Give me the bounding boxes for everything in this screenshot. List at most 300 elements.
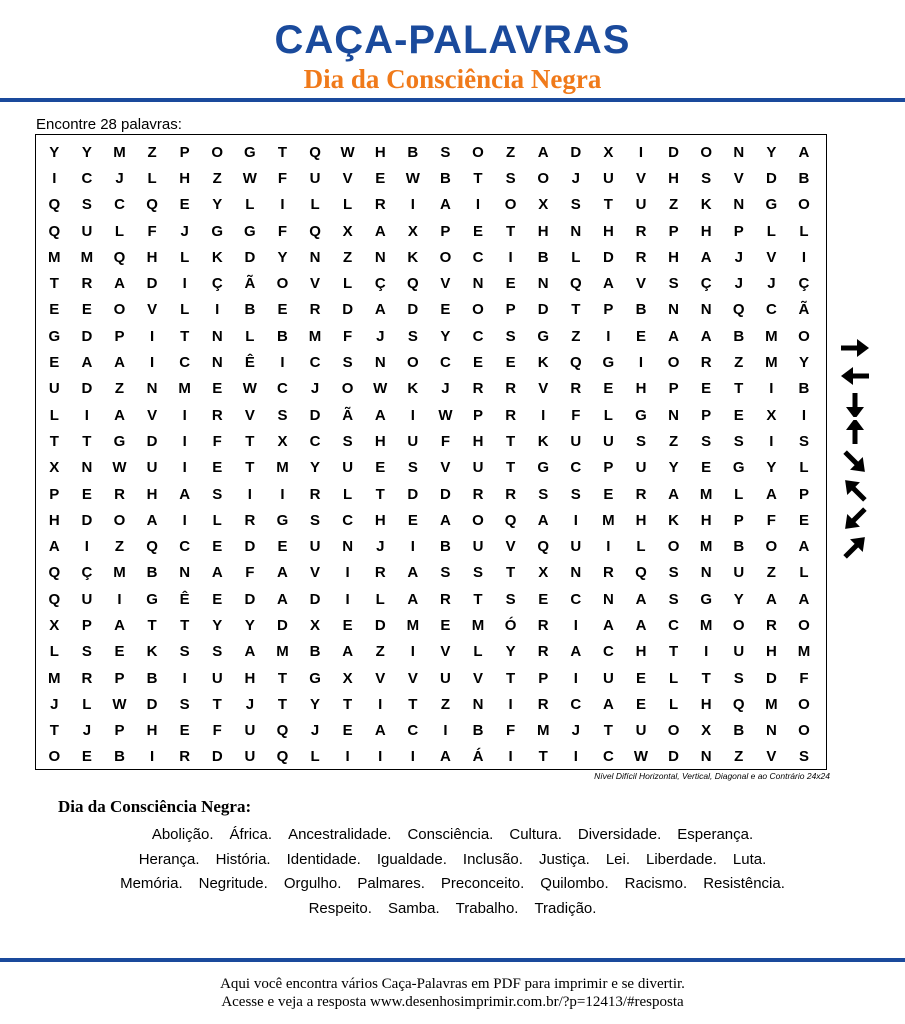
grid-cell: M — [699, 485, 713, 503]
grid-cell: S — [570, 485, 581, 503]
grid-cell: Z — [668, 196, 679, 214]
grid-cell: T — [473, 169, 483, 187]
grid-cell: W — [405, 169, 420, 187]
grid-cell: P — [538, 669, 549, 687]
grid-cell: N — [342, 538, 354, 556]
grid-cell: I — [149, 327, 155, 345]
grid-cell: U — [146, 459, 158, 477]
grid-cell: K — [700, 196, 712, 214]
arrow-right-icon — [838, 336, 872, 360]
word-list — [40, 823, 865, 921]
grid-cell: N — [765, 722, 777, 740]
grid-cell: I — [182, 669, 187, 687]
word-list-item: Quilombo. — [540, 875, 609, 892]
grid-cell: I — [182, 459, 187, 477]
grid-cell: A — [602, 275, 614, 293]
grid-cell: A — [440, 196, 451, 214]
grid-cell: U — [602, 669, 614, 687]
grid-cell: D — [407, 485, 419, 503]
grid-cell: Q — [48, 590, 61, 608]
grid-cell: H — [668, 248, 679, 266]
grid-cell: Q — [48, 196, 61, 214]
grid-cell: M — [113, 143, 126, 161]
grid-cell: I — [117, 590, 122, 608]
grid-cell: B — [114, 748, 125, 766]
grid-cell: D — [211, 748, 223, 766]
grid-cell: B — [798, 169, 810, 187]
grid-cell: L — [180, 248, 190, 266]
grid-cell: O — [667, 722, 680, 740]
grid-cell: H — [374, 143, 386, 161]
word-list-item: Racismo. — [624, 875, 688, 892]
grid-cell: I — [345, 748, 350, 766]
grid-cell: T — [245, 432, 255, 450]
grid-cell: R — [114, 485, 125, 503]
grid-cell: T — [49, 432, 59, 450]
grid-cell: Ã — [244, 275, 256, 293]
grid-cell: N — [374, 354, 386, 372]
grid-cell: D — [668, 143, 679, 161]
grid-cell: B — [635, 301, 647, 319]
grid-cell: O — [765, 538, 778, 556]
grid-cell: I — [769, 380, 774, 398]
grid-cell: S — [407, 459, 418, 477]
grid-cell: T — [245, 459, 255, 477]
grid-cell: H — [700, 511, 712, 529]
grid-cell: I — [280, 354, 285, 372]
grid-cell: W — [112, 695, 127, 713]
grid-cell: L — [147, 169, 157, 187]
arrow-down-icon — [838, 393, 872, 417]
grid-cell: I — [149, 354, 155, 372]
grid-cell: B — [277, 327, 288, 345]
grid-cell: M — [80, 248, 94, 266]
grid-cell: H — [537, 222, 549, 240]
grid-cell: J — [571, 169, 580, 187]
grid-cell: E — [798, 511, 809, 529]
grid-cell: E — [635, 669, 646, 687]
grid-cell: R — [81, 275, 93, 293]
word-list-item: Diversidade. — [577, 826, 662, 843]
grid-cell: I — [573, 669, 578, 687]
grid-cell: A — [602, 616, 614, 634]
grid-cell: U — [733, 643, 745, 661]
grid-cell: Z — [734, 748, 744, 766]
grid-cell: A — [798, 143, 810, 161]
grid-cell: L — [799, 459, 809, 477]
grid-cell: I — [573, 511, 578, 529]
grid-cell: F — [277, 222, 288, 240]
grid-cell: G — [276, 511, 289, 529]
grid-cell: D — [440, 485, 451, 503]
grid-cell: V — [473, 669, 484, 687]
grid-cell: O — [276, 275, 289, 293]
word-list-line — [40, 848, 865, 873]
grid-cell: I — [149, 748, 155, 766]
grid-cell: M — [178, 380, 191, 398]
grid-cell: R — [309, 485, 321, 503]
grid-cell: R — [81, 669, 93, 687]
difficulty-note: Nível Difícil Horizontal, Vertical, Diagonal e ao Contrário 24x24 — [594, 771, 830, 781]
grid-cell: D — [765, 169, 777, 187]
grid-cell: D — [81, 327, 93, 345]
grid-cell: X — [766, 406, 777, 424]
grid-cell: S — [668, 275, 679, 293]
grid-cell: B — [146, 669, 158, 687]
grid-cell: O — [341, 380, 354, 398]
grid-cell: M — [602, 511, 615, 529]
grid-cell: H — [146, 722, 158, 740]
grid-cell: D — [81, 380, 93, 398]
grid-cell: E — [440, 616, 451, 634]
grid-cell: G — [765, 196, 778, 214]
grid-cell: W — [633, 748, 649, 766]
grid-cell: N — [700, 301, 712, 319]
grid-cell: Y — [81, 143, 92, 161]
word-list-item: Respeito. — [308, 899, 372, 917]
grid-cell: U — [635, 196, 647, 214]
grid-cell: U — [635, 459, 647, 477]
grid-cell: X — [277, 432, 288, 450]
grid-cell: L — [310, 748, 320, 766]
grid-cell: V — [375, 669, 386, 687]
grid-cell: T — [49, 722, 59, 740]
grid-cell: S — [570, 196, 581, 214]
grid-cell: E — [473, 222, 484, 240]
grid-cell: Q — [309, 222, 321, 240]
grid-cell: Z — [375, 643, 385, 661]
grid-cell: H — [700, 222, 712, 240]
grid-cell: J — [310, 380, 320, 398]
grid-cell: O — [439, 248, 452, 266]
grid-cell: E — [375, 459, 386, 477]
grid-cell: Z — [343, 248, 353, 266]
grid-cell: R — [602, 564, 614, 582]
grid-cell: K — [668, 511, 679, 529]
grid-cell: F — [506, 722, 516, 740]
grid-cell: Z — [506, 143, 516, 161]
grid-cell: O — [537, 169, 550, 187]
footer-line-2: Acesse e veja a resposta www.desenhosimprimir.com.br/?p=12413/#resposta — [221, 994, 684, 1010]
grid-cell: N — [472, 275, 484, 293]
grid-cell: A — [277, 590, 288, 608]
grid-cell: F — [343, 327, 353, 345]
grid-cell: U — [244, 722, 256, 740]
grid-cell: J — [376, 327, 385, 345]
grid-cell: A — [765, 485, 777, 503]
grid-cell: S — [538, 485, 549, 503]
grid-cell: O — [113, 511, 126, 529]
grid-cell: Y — [310, 459, 321, 477]
grid-cell: O — [798, 327, 810, 345]
grid-cell: A — [765, 590, 777, 608]
grid-cell: W — [112, 459, 127, 477]
grid-cell: E — [49, 354, 60, 372]
grid-cell: B — [440, 169, 451, 187]
grid-cell: Q — [406, 275, 419, 293]
grid-cell: Q — [504, 511, 517, 529]
grid-cell: R — [537, 616, 549, 634]
word-list-item: Tradição. — [534, 899, 597, 917]
grid-cell: O — [113, 301, 126, 319]
grid-cell: J — [115, 169, 124, 187]
grid-cell: C — [277, 380, 288, 398]
grid-cell: U — [211, 669, 223, 687]
grid-cell: E — [342, 722, 353, 740]
grid-cell: Q — [146, 196, 158, 214]
word-list-item: Liberdade. — [646, 850, 717, 868]
grid-cell: A — [81, 354, 93, 372]
grid-cell: M — [765, 695, 778, 713]
grid-cell: I — [606, 538, 611, 556]
grid-cell: M — [48, 248, 61, 266]
grid-cell: M — [471, 616, 485, 634]
top-divider — [0, 98, 905, 102]
grid-cell: X — [342, 669, 353, 687]
grid-cell: W — [438, 406, 453, 424]
grid-cell: U — [440, 669, 451, 687]
grid-cell: T — [506, 669, 516, 687]
grid-cell: D — [537, 301, 549, 319]
grid-cell: I — [378, 748, 383, 766]
grid-cell: C — [602, 748, 614, 766]
grid-cell: L — [310, 196, 320, 214]
grid-cell: N — [211, 327, 223, 345]
grid-cell: T — [734, 380, 744, 398]
grid-cell: E — [212, 590, 223, 608]
grid-cell: X — [49, 616, 60, 634]
grid-cell: I — [410, 643, 415, 661]
grid-cell: E — [440, 301, 451, 319]
grid-cell: B — [733, 722, 745, 740]
grid-cell: H — [374, 432, 386, 450]
grid-cell: R — [635, 248, 647, 266]
grid-cell: N — [81, 459, 93, 477]
grid-cell: Q — [48, 564, 61, 582]
grid-cell: S — [407, 327, 418, 345]
grid-cell: P — [114, 669, 125, 687]
arrow-down-left-icon — [838, 507, 872, 531]
grid-cell: T — [180, 616, 190, 634]
grid-cell: B — [733, 538, 745, 556]
grid-cell: R — [472, 485, 484, 503]
grid-cell: G — [146, 590, 158, 608]
grid-cell: Á — [472, 748, 484, 766]
grid-cell: A — [537, 143, 549, 161]
grid-cell: E — [49, 301, 60, 319]
grid-cell: Y — [733, 590, 744, 608]
grid-cell: C — [570, 459, 582, 477]
grid-cell: P — [603, 301, 614, 319]
grid-cell: L — [799, 222, 809, 240]
word-list-item: África. — [229, 826, 273, 843]
footer — [0, 975, 905, 1011]
grid-cell: E — [505, 275, 516, 293]
grid-cell: Y — [244, 616, 255, 634]
grid-cell: U — [602, 432, 614, 450]
grid-cell: S — [440, 564, 451, 582]
word-list-item: Resistência. — [703, 875, 785, 892]
grid-cell: A — [277, 564, 288, 582]
grid-cell: R — [472, 380, 484, 398]
grid-cell: X — [538, 196, 549, 214]
grid-cell: T — [277, 669, 288, 687]
grid-cell: X — [407, 222, 418, 240]
grid-cells — [38, 139, 820, 770]
grid-cell: U — [309, 538, 321, 556]
grid-cell: H — [146, 485, 158, 503]
grid-cell: E — [277, 301, 288, 319]
grid-cell: M — [765, 327, 778, 345]
grid-cell: E — [342, 616, 353, 634]
grid-cell: Y — [440, 327, 451, 345]
grid-cell: H — [765, 643, 777, 661]
grid-cell: M — [699, 538, 713, 556]
grid-cell: S — [635, 432, 646, 450]
grid-cell: C — [309, 354, 321, 372]
grid-cell: H — [179, 169, 191, 187]
grid-cell: B — [440, 538, 451, 556]
grid-cell: Y — [505, 643, 516, 661]
grid-cell: V — [766, 248, 777, 266]
grid-cell: S — [733, 669, 744, 687]
grid-cell: P — [668, 222, 679, 240]
grid-cell: C — [179, 538, 191, 556]
grid-cell: M — [406, 616, 420, 634]
grid-cell: A — [635, 590, 647, 608]
grid-cell: I — [443, 722, 448, 740]
grid-cell: F — [245, 564, 255, 582]
grid-cell: R — [537, 695, 549, 713]
grid-cell: N — [668, 406, 679, 424]
grid-cell: T — [538, 748, 548, 766]
grid-cell: R — [635, 222, 647, 240]
grid-cell: Ã — [798, 301, 810, 319]
grid-cell: C — [440, 354, 451, 372]
grid-cell: S — [798, 432, 809, 450]
grid-cell: B — [146, 564, 158, 582]
grid-cell: C — [668, 616, 679, 634]
grid-cell: S — [81, 643, 92, 661]
grid-cell: P — [798, 485, 809, 503]
grid-cell: U — [472, 538, 484, 556]
grid-cell: D — [146, 275, 158, 293]
grid-cell: K — [537, 432, 549, 450]
grid-cell: I — [345, 564, 350, 582]
grid-cell: A — [798, 538, 810, 556]
grid-cell: I — [182, 275, 187, 293]
grid-cell: Z — [147, 143, 157, 161]
grid-cell: U — [602, 169, 614, 187]
grid-cell: K — [211, 248, 223, 266]
grid-cell: A — [114, 406, 125, 424]
grid-cell: V — [635, 275, 646, 293]
word-list-item: Igualdade. — [376, 850, 447, 868]
grid-cell: M — [276, 459, 289, 477]
grid-cell: C — [602, 643, 614, 661]
grid-cell: V — [310, 564, 321, 582]
grid-cell: A — [537, 511, 549, 529]
grid-cell: P — [701, 406, 712, 424]
grid-cell: L — [375, 590, 385, 608]
grid-cell: O — [667, 354, 680, 372]
word-list-item: Inclusão. — [462, 850, 523, 868]
grid-cell: D — [244, 590, 256, 608]
grid-cell: S — [668, 564, 679, 582]
grid-cell: T — [343, 695, 353, 713]
grid-cell: V — [244, 406, 255, 424]
grid-cell: E — [635, 695, 646, 713]
grid-cell: Q — [537, 538, 550, 556]
grid-cell: U — [81, 222, 93, 240]
grid-cell: G — [602, 354, 615, 372]
grid-cell: A — [570, 643, 582, 661]
grid-cell: E — [701, 380, 712, 398]
grid-cell: E — [473, 354, 484, 372]
grid-cell: R — [211, 406, 223, 424]
arrow-up-icon — [838, 420, 872, 444]
grid-cell: R — [765, 616, 777, 634]
grid-cell: J — [734, 275, 743, 293]
word-list-item: Identidade. — [286, 850, 361, 868]
word-list-item: Luta. — [732, 850, 767, 868]
grid-cell: U — [342, 459, 354, 477]
grid-cell: L — [180, 301, 190, 319]
grid-cell: A — [635, 616, 647, 634]
arrow-down-right-icon — [838, 450, 872, 474]
grid-cell: B — [244, 301, 256, 319]
grid-cell: V — [635, 169, 646, 187]
grid-cell: S — [701, 432, 712, 450]
grid-cell: Q — [276, 722, 289, 740]
grid-cell: T — [506, 222, 516, 240]
grid-cell: W — [242, 380, 257, 398]
grid-cell: V — [407, 669, 418, 687]
grid-cell: T — [49, 275, 59, 293]
grid-cell: I — [182, 406, 187, 424]
arrow-left-icon — [838, 364, 872, 388]
grid-cell: Y — [212, 196, 223, 214]
grid-cell: M — [48, 669, 61, 687]
grid-cell: O — [472, 301, 484, 319]
grid-cell: L — [766, 222, 776, 240]
grid-cell: Y — [766, 143, 777, 161]
grid-cell: V — [440, 643, 451, 661]
grid-cell: N — [733, 196, 745, 214]
grid-cell: D — [765, 669, 777, 687]
grid-cell: M — [536, 722, 550, 740]
grid-cell: H — [635, 511, 647, 529]
grid-cell: Q — [309, 143, 321, 161]
grid-cell: J — [571, 722, 580, 740]
grid-cell: S — [212, 643, 223, 661]
grid-cell: M — [797, 643, 811, 661]
grid-cell: M — [276, 643, 289, 661]
word-list-line — [40, 823, 865, 848]
grid-cell: E — [701, 459, 712, 477]
grid-cell: I — [52, 169, 57, 187]
grid-cell: H — [374, 511, 386, 529]
grid-cell: C — [114, 196, 125, 214]
grid-cell: R — [374, 196, 386, 214]
grid-cell: L — [343, 485, 353, 503]
grid-cell: T — [603, 722, 613, 740]
grid-cell: T — [603, 196, 613, 214]
grid-cell: E — [603, 485, 614, 503]
grid-cell: G — [244, 143, 256, 161]
grid-cell: E — [635, 327, 646, 345]
grid-cell: J — [734, 248, 743, 266]
